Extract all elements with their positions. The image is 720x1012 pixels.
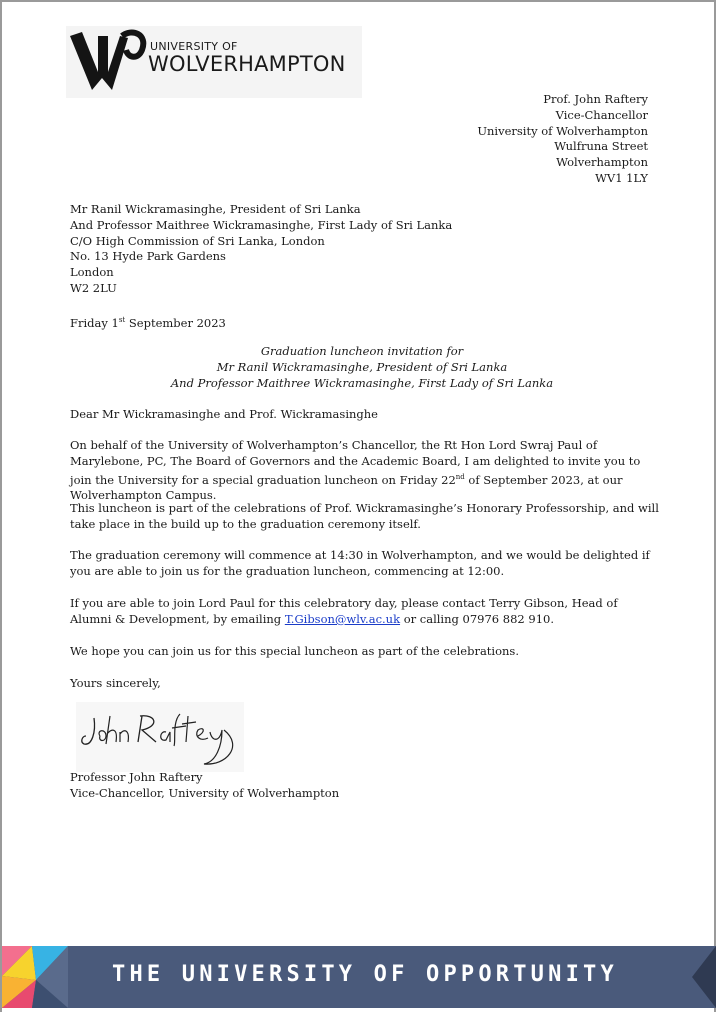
closing: Yours sincerely, — [70, 676, 161, 690]
body-paragraph-5: We hope you can join us for this special luncheon as part of the celebrations. — [70, 644, 519, 658]
p4-text-end: or calling 07976 882 910. — [400, 611, 554, 626]
date-ordinal: st — [118, 316, 126, 324]
sender-line: Vice-Chancellor — [555, 107, 648, 122]
p1-text: On behalf of the University of Wolverhampton’s Chancellor, the Rt Hon Lord Swraj Paul of Marylebone, PC, The Board of Governors and the Academic Board, I am delighted to invite you to join the University for a special graduation luncheon on Friday 22 — [70, 438, 641, 487]
sender-address — [477, 92, 648, 187]
recipient-line: London — [70, 265, 114, 280]
signer-title: Vice-Chancellor, University of Wolverhampton — [70, 785, 340, 800]
recipient-line: C/O High Commission of Sri Lanka, London — [70, 233, 325, 248]
letter-date — [70, 313, 226, 332]
date-prefix: Friday 1 — [70, 315, 119, 330]
sender-line: University of Wolverhampton — [477, 123, 648, 138]
logo-big-text: WOLVERHAMPTON — [148, 52, 346, 76]
recipient-line: Mr Ranil Wickramasinghe, President of Sri Lanka — [70, 202, 361, 216]
recipient-line: And Professor Maithree Wickramasinghe, First Lady of Sri Lanka — [70, 217, 453, 232]
salutation: Dear Mr Wickramasinghe and Prof. Wickramasinghe — [70, 407, 378, 421]
dark-triangle-icon — [692, 946, 716, 1008]
recipient-line: W2 2LU — [70, 280, 117, 295]
logo-small-text: UNIVERSITY OF — [150, 40, 238, 53]
body-paragraph-1 — [70, 438, 660, 504]
colorful-triangles-icon — [2, 946, 68, 1008]
sender-line: Wulfruna Street — [554, 139, 648, 154]
body-paragraph-4 — [70, 596, 660, 628]
sender-line: Prof. John Raftery — [543, 92, 648, 106]
signer-block — [70, 770, 339, 802]
p1-text-end: of September 2023, at our Wolverhampton Campus. — [70, 472, 623, 503]
letter-subject — [70, 344, 654, 391]
sender-line: WV1 1LY — [595, 170, 648, 185]
university-logo — [66, 26, 362, 98]
body-paragraph-3: The graduation ceremony will commence at 14:30 in Wolverhampton, and we would be delighted if you are able to join us for the graduation luncheon, commencing at 12:00. — [70, 548, 650, 578]
recipient-address — [70, 202, 452, 297]
email-link[interactable]: T.Gibson@wlv.ac.uk — [284, 611, 401, 626]
signer-name: Professor John Raftery — [70, 770, 203, 784]
subject-line: Graduation luncheon invitation for — [260, 344, 464, 358]
p1-ordinal: nd — [455, 472, 465, 481]
footer-banner — [2, 946, 716, 1008]
footer-slogan: THE UNIVERSITY OF OPPORTUNITY — [112, 962, 618, 987]
date-suffix: September 2023 — [125, 315, 226, 330]
recipient-line: No. 13 Hyde Park Gardens — [70, 249, 226, 264]
signature-area — [76, 702, 244, 772]
wolf-logo-icon — [68, 28, 148, 94]
subject-line: Mr Ranil Wickramasinghe, President of Sri Lanka — [216, 359, 508, 374]
body-paragraph-2: This luncheon is part of the celebrations of Prof. Wickramasinghe’s Honorary Professorship, and will take place in the build up to the graduation ceremony itself. — [70, 501, 659, 531]
subject-line: And Professor Maithree Wickramasinghe, First Lady of Sri Lanka — [170, 375, 554, 390]
p4-text: If you are able to join Lord Paul for this celebratory day, please contact Terry Gibson, Head of Alumni & Development, by emailing — [70, 596, 618, 626]
sender-line: Wolverhampton — [556, 155, 648, 170]
handwritten-signature-icon — [76, 702, 244, 772]
